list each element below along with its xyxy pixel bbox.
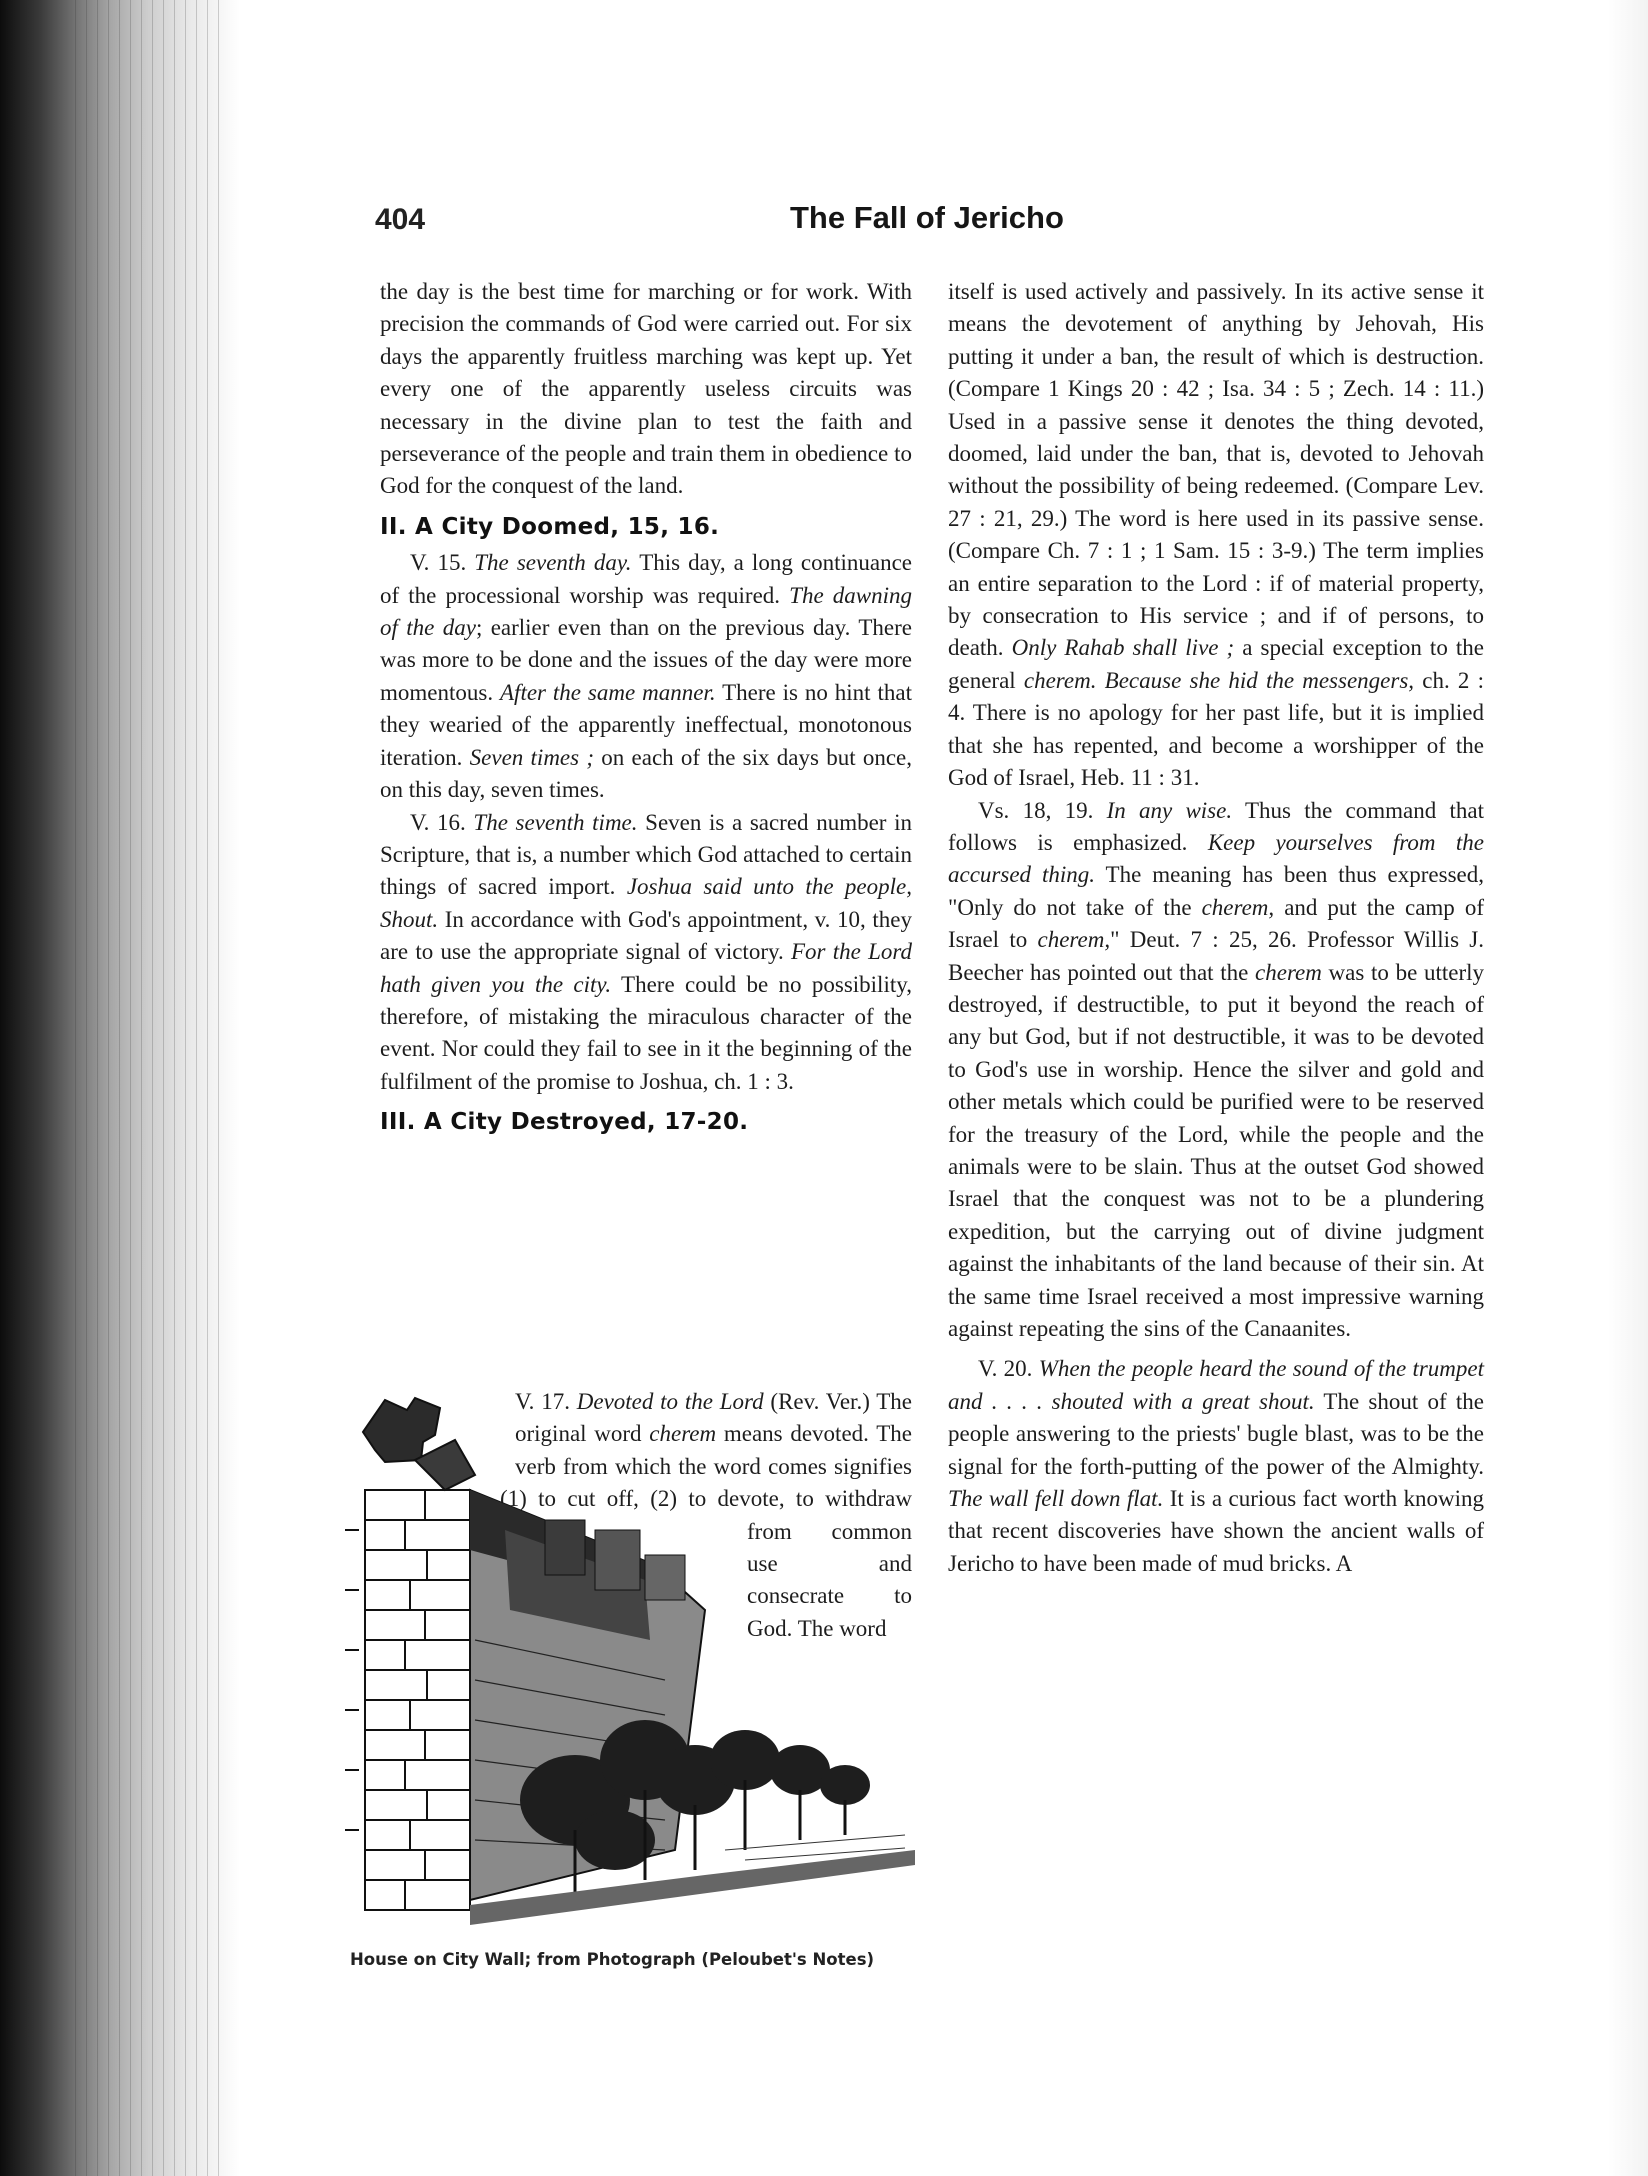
rc-p1-phrase-3: Because she hid the messengers, <box>1104 667 1415 693</box>
v15-text-4: There is no hint that they wearied of the apparently ineffectual, monotonous iteration. <box>380 679 912 770</box>
rc-p1-text-4: ch. 2 : 4. There is no apology for her past life, but it is implied that she has repented, and become a worshipper of the God of Israel, Heb. 11 : 31. <box>948 667 1484 791</box>
vs18-text-6: was to be utterly destroyed, if destructible, to put it beyond the reach of any but God, but if not destructible, it was to be devoted to God's use in worship. Hence the silver and gold and other metals which could be purified were to be reserved for the treasury of the Lord, while the people and the animals were to be slain. Thus at the outset God showed Israel that the conquest was not to be a plundering expedition, but the carrying out of divine judgment against the inhabitants of the land because of their sin. At the same time Israel received a most impressive warning against repeating the sins of the Canaanites. <box>948 959 1484 1341</box>
v15-ref: V. 15. <box>410 550 475 576</box>
v20-text-3: It is a curious fact worth knowing that recent discoveries have shown the ancient walls of Jericho to have been made of mud bricks. A <box>948 1486 1484 1576</box>
rc-p1-phrase-1: Only Rahab shall live ; <box>1011 635 1235 661</box>
section-heading-city-doomed: II. A City Doomed, 15, 16. <box>380 513 720 540</box>
v17-phrase-1: Devoted to the Lord <box>576 1389 764 1414</box>
v17-text-3: means devoted. The verb from which the word comes signifies (1) to cut off, (2) to devote, to withdraw from common use and consecrate to God. The word <box>500 1421 912 1641</box>
illustration-caption: House on City Wall; from Photograph (Peloubet's Notes) <box>350 1950 875 1969</box>
v16-phrase-2: Joshua said unto the people, Shout. <box>380 874 912 932</box>
v15-text-2: This day, a long continuance of the processional worship was required. <box>380 550 912 608</box>
page-title: The Fall of Jericho <box>790 200 1064 235</box>
paragraph-vs18-19 <box>948 795 1484 1346</box>
v17-cherem: cherem <box>649 1421 717 1447</box>
v16-text-3: In accordance with God's appointment, v. 10, they are to use the appropriate signal of victory. <box>380 906 912 965</box>
paragraph-cherem-meaning <box>948 276 1484 795</box>
v20-phrase-2: The wall fell down flat. <box>948 1486 1164 1512</box>
v17-text-2: (Rev. Ver.) The original word <box>515 1389 912 1447</box>
page-edge-stripes <box>70 0 220 2176</box>
house-on-city-wall-illustration <box>345 1380 925 1940</box>
v15-phrase-2: The dawning of the day <box>380 582 912 641</box>
vs18-phrase-2: Keep yourselves from the accursed thing. <box>948 829 1484 888</box>
v16-phrase-1: The seventh time. <box>473 809 638 835</box>
section-heading-city-destroyed: III. A City Destroyed, 17-20. <box>380 1109 749 1136</box>
right-margin <box>1608 0 1648 2176</box>
vs18-text-2: Thus the command that follows is emphasized. <box>948 797 1484 855</box>
v15-phrase-1: The seventh day. <box>474 550 632 576</box>
vs18-text-5: " Deut. 7 : 25, 26. Professor Willis J. Beecher has pointed out that the <box>948 927 1484 985</box>
v16-text-4: There could be no possibility, therefore, of mistaking the miraculous character of the event. Nor could they fail to see in it the beginning of the fulfilment of the promise to Joshua, ch. 1 : 3. <box>380 971 912 1094</box>
rc-p1-phrase-2: cherem. <box>1023 667 1097 693</box>
v15-phrase-4: Seven times ; <box>469 744 595 770</box>
v20-phrase-1: When the people heard the sound of the trumpet and . . . . shouted with a great shout. <box>948 1356 1484 1414</box>
v16-text-2: Seven is a sacred number in Scripture, that is, a number which God attached to certain things of sacred import. <box>380 809 912 900</box>
paragraph-v16 <box>380 807 912 1099</box>
left-column <box>380 276 912 1143</box>
paragraph-v15 <box>380 547 912 806</box>
vs18-text-4: and put the camp of Israel to <box>948 894 1484 953</box>
rc-p1-text-3 <box>1096 668 1104 693</box>
vs18-phrase-1: In any wise. <box>1106 797 1233 823</box>
v16-ref: V. 16. <box>410 809 474 835</box>
rc-p1-text-2: a special exception to the general <box>948 635 1484 693</box>
v20-ref: V. 20. <box>978 1356 1039 1382</box>
v15-text-3: ; earlier even than on the previous day. There was more to be done and the issues of the day were more momentous. <box>380 615 912 705</box>
vs18-phrase-3: cherem, <box>1201 894 1275 920</box>
vs18-ref: Vs. 18, 19. <box>978 797 1107 823</box>
v17-ref: V. 17. <box>515 1389 577 1414</box>
right-column <box>948 276 1484 1580</box>
vs18-phrase-5: cherem <box>1255 959 1322 985</box>
paragraph-v20 <box>948 1353 1484 1580</box>
v15-text-5: on each of the six days but once, on this day, seven times. <box>380 744 913 803</box>
v20-text-2: The shout of the people answering to the priests' bugle blast, was to be the signal for the forth-putting of the power of the Almighty. <box>948 1388 1484 1479</box>
paragraph-marching: the day is the best time for marching or for work. With precision the commands of God were carried out. For six days the apparently fruitless marching was kept up. Yet every one of the apparently useless circuits was necessary in the divine plan to test the faith and perseverance of the people and train them in obedience to God for the conquest of the land. <box>380 279 912 499</box>
vs18-text-3: The meaning has been thus expressed, "Only do not take of the <box>948 862 1484 920</box>
vs18-phrase-4: cherem, <box>1037 927 1111 953</box>
page-number: 404 <box>375 203 426 236</box>
v15-phrase-3: After the same manner. <box>500 679 716 705</box>
v16-phrase-3: For the Lord hath given you the city. <box>380 939 912 997</box>
rc-p1-text-1: itself is used actively and passively. In its active sense it means the devotement of anything by Jehovah, His putting it under a ban, the result of which is destruction. (Compare 1 Kings 20 : 42 ; Isa. 34 : 5 ; Zech. 14 : 11.) Used in a passive sense it denotes the thing devoted, doomed, laid under the ban, that is, devoted to Jehovah without the possibility of being redeemed. (Compare Lev. 27 : 21, 29.) The word is here used in its passive sense. (Compare Ch. 7 : 1 ; 1 Sam. 15 : 3-9.) The term implies an entire separation to the Lord : if of material property, by consecration to His service ; and if of persons, to death. <box>948 279 1484 661</box>
